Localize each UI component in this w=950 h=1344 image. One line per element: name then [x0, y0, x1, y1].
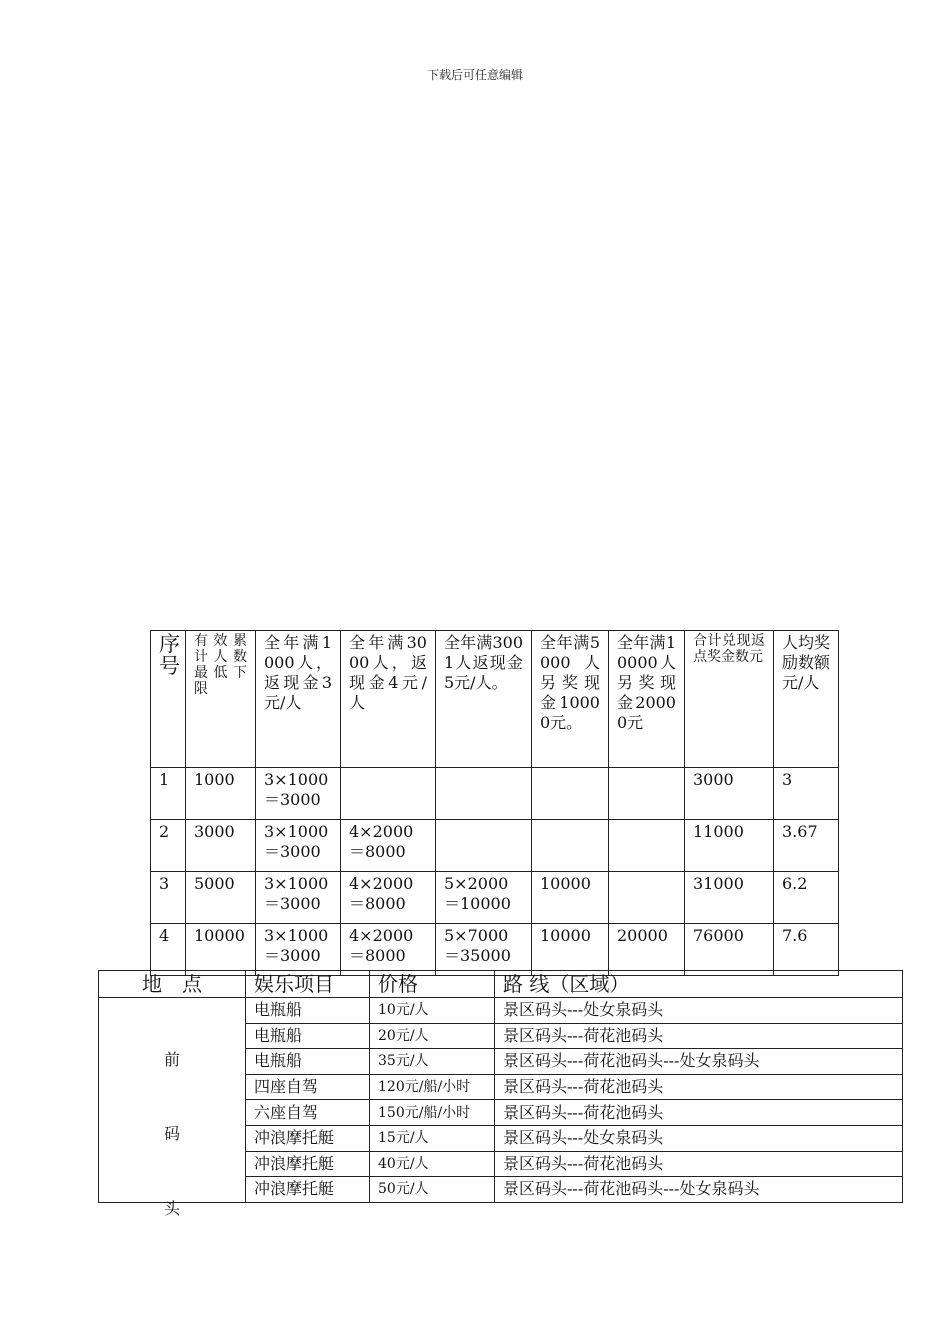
table-cell: 35元/人 — [370, 1049, 495, 1075]
header-note: 下载后可任意编辑 — [426, 68, 523, 82]
table-cell: 电瓶船 — [246, 1023, 370, 1049]
table-cell — [436, 768, 532, 820]
table-cell: 150元/船/小时 — [370, 1100, 495, 1126]
header-cell-route: 路 线（区域） — [495, 971, 903, 998]
table-cell: 3000 — [186, 820, 256, 872]
header-cell — [186, 631, 256, 768]
table-cell: 7.6 — [774, 924, 839, 976]
header-cell — [774, 631, 839, 768]
table-cell: 景区码头---荷花池码头---处女泉码头 — [495, 1049, 903, 1075]
header-cell — [151, 631, 186, 768]
header-cell-location: 地 点 — [99, 971, 246, 998]
header-text: 有效累计人数最低下限 — [194, 633, 247, 697]
table-cell: 冲浪摩托艇 — [246, 1125, 370, 1151]
location-char: 码 — [163, 1124, 180, 1143]
table-cell: 景区码头---荷花池码头 — [495, 1074, 903, 1100]
header-text: 全年满5000人另奖现金10000元。 — [540, 633, 600, 732]
location-char: 前 — [163, 1050, 180, 1069]
header-cell — [532, 631, 609, 768]
location-char: 头 — [163, 1199, 180, 1218]
header-cell — [341, 631, 436, 768]
header-cell — [256, 631, 341, 768]
header-text: 序号 — [159, 632, 180, 678]
header-text: 人均奖励数额元/人 — [782, 633, 831, 692]
table-cell: 3×1000＝3000 — [256, 872, 341, 924]
header-cell-price: 价格 — [370, 971, 495, 998]
table-cell: 四座自驾 — [246, 1074, 370, 1100]
table-cell: 3×1000＝3000 — [256, 768, 341, 820]
table-cell: 景区码头---荷花池码头---处女泉码头 — [495, 1177, 903, 1203]
table-cell: 景区码头---处女泉码头 — [495, 1125, 903, 1151]
table-row — [151, 820, 839, 872]
table-cell — [609, 872, 685, 924]
table-cell — [609, 820, 685, 872]
header-text: 全年满3001人返现金5元/人。 — [444, 633, 523, 692]
header-text: 全年满3000人，返现金4元/人 — [349, 633, 427, 712]
table-cell: 景区码头---荷花池码头 — [495, 1023, 903, 1049]
table-row — [151, 768, 839, 820]
entertainment-price-table — [98, 970, 903, 1218]
table-cell — [609, 768, 685, 820]
table-cell: 4×2000＝8000 — [341, 872, 436, 924]
location-cell — [99, 998, 246, 1218]
table-cell: 景区码头---荷花池码头 — [495, 1151, 903, 1177]
table-cell: 31000 — [685, 872, 774, 924]
table-cell: 3×1000＝3000 — [256, 924, 341, 976]
rebate-table-header-row — [151, 631, 839, 768]
table-cell: 冲浪摩托艇 — [246, 1151, 370, 1177]
table-cell: 冲浪摩托艇 — [246, 1177, 370, 1203]
table-cell: 电瓶船 — [246, 998, 370, 1024]
table-cell: 5×2000＝10000 — [436, 872, 532, 924]
table-cell: 50元/人 — [370, 1177, 495, 1203]
table-cell: 10元/人 — [370, 998, 495, 1024]
table-cell — [532, 820, 609, 872]
header-cell — [685, 631, 774, 768]
table-cell: 4×2000＝8000 — [341, 924, 436, 976]
table-cell: 景区码头---荷花池码头 — [495, 1100, 903, 1126]
table-row — [151, 872, 839, 924]
table-cell: 11000 — [685, 820, 774, 872]
table-cell: 10000 — [532, 924, 609, 976]
table-cell — [341, 768, 436, 820]
table-cell: 5×7000＝35000 — [436, 924, 532, 976]
table-cell: 3×1000＝3000 — [256, 820, 341, 872]
table-cell: 40元/人 — [370, 1151, 495, 1177]
rebate-table — [150, 630, 839, 976]
table-cell: 6.2 — [774, 872, 839, 924]
table-cell: 3.67 — [774, 820, 839, 872]
table-cell — [436, 820, 532, 872]
header-cell — [609, 631, 685, 768]
table-cell: 15元/人 — [370, 1125, 495, 1151]
table-cell: 4×2000＝8000 — [341, 820, 436, 872]
header-cell-item: 娱乐项目 — [246, 971, 370, 998]
table-cell: 2 — [151, 820, 186, 872]
table-cell: 10000 — [186, 924, 256, 976]
table-row — [151, 924, 839, 976]
table-cell: 10000 — [532, 872, 609, 924]
table-cell: 1000 — [186, 768, 256, 820]
entertainment-table-header-row — [99, 971, 903, 998]
table-cell — [532, 768, 609, 820]
table-cell: 3 — [151, 872, 186, 924]
table-cell: 5000 — [186, 872, 256, 924]
header-cell — [436, 631, 532, 768]
table-cell: 76000 — [685, 924, 774, 976]
table-cell: 1 — [151, 768, 186, 820]
table-cell: 景区码头---处女泉码头 — [495, 998, 903, 1024]
table-cell: 六座自驾 — [246, 1100, 370, 1126]
table-cell: 4 — [151, 924, 186, 976]
header-text: 合计兑现返点奖金数元 — [693, 633, 765, 665]
table-row — [99, 998, 903, 1024]
table-cell: 3 — [774, 768, 839, 820]
header-text: 全年满1000人，返现金3元/人 — [264, 633, 332, 712]
table-cell: 3000 — [685, 768, 774, 820]
header-text: 全年满10000人另奖现金20000元 — [617, 633, 676, 732]
table-cell: 20000 — [609, 924, 685, 976]
table-cell: 120元/船/小时 — [370, 1074, 495, 1100]
table-cell: 20元/人 — [370, 1023, 495, 1049]
table-cell: 电瓶船 — [246, 1049, 370, 1075]
